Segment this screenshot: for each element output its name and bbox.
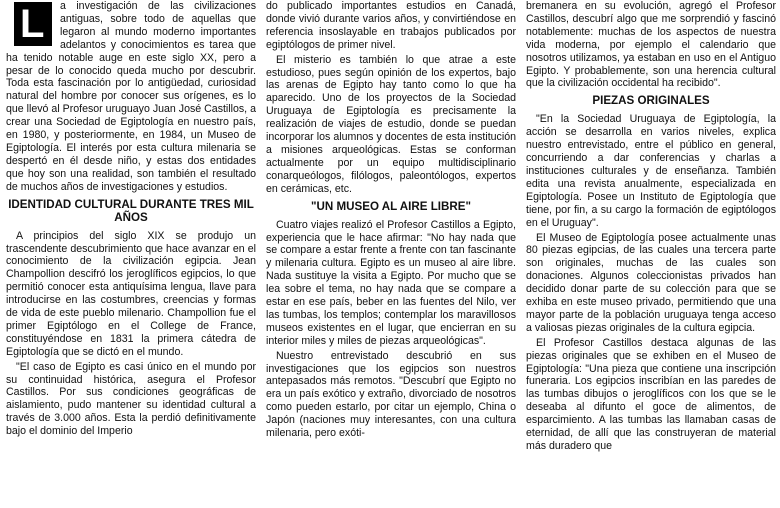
column-1 [6,0,256,508]
intro-paragraph: a investigación de las civilizaciones antiguas, sobre todo de aquellas que legaron al mundo moderno importantes adelantos y conocimientos es tarea que ha tenido notable auge en este siglo XX, pero a pesar de lo conocido queda mucho por descubrir. Toda esta fascinación por lo antigüedad, curiosidad natural del hombre por conocer sus orígenes, es lo que llevó al Profesor uruguayo Juan José Castillos, a crear una Sociedad de Egiptología en nuestro país, en 1980, y posteriormente, en 1984, un Museo de Egiptología. El interés por esta cultura milenaria se despertó en él desde niño, y estas dos entidades que hoy son una realidad, son también el resultado de muchos años de investigaciones y estudios. [6,0,256,193]
drop-cap: L [14,2,52,46]
section-heading-piezas: PIEZAS ORIGINALES [592,94,710,108]
column-2 [266,0,516,508]
paragraph: do publicado importantes estudios en Canadá, donde vivió durante varios años, y convirtiéndose en referencia insoslayable en trabajos publicados por egiptólogos de primer nivel. [266,0,516,51]
paragraph: "El caso de Egipto es casi único en el mundo por su continuidad histórica, asegura el Profesor Castillos. Por sus condiciones geográficas de aislamiento, pudo mantener su identidad cultural a través de 3.000 años. Esta la perdió definitivamente bajo el dominio del Imperio [6,360,256,438]
section-heading-museo: "UN MUSEO AL AIRE LIBRE" [310,199,471,213]
section-heading-identidad: IDENTIDAD CULTURAL DURANTE TRES MIL AÑOS [8,197,254,224]
paragraph: El Museo de Egiptología posee actualmente unas 80 piezas egipcias, de las cuales una tercera parte son originales, muchas de las cuales son donaciones. Algunos coleccionistas privados han decidido donar parte de su colección para que se exhiba en este museo privado, permitiendo que una mayor parte de la población uruguaya tenga acceso a valiosas piezas originales de la cultura egipcia. [526,231,776,334]
paragraph: "En la Sociedad Uruguaya de Egiptología, la acción se desarrolla en varios niveles, explica nuestro entrevistado, entre el público en general, concurriendo a dar conferencias y charlas a instituciones culturales y de enseñanza. También edita una revista anualmente, especializada en Egiptología. Posee un Instituto de Egiptología que tiene, por fin, a su cargo la formación de egiptólogos en el Uruguay". [526,113,776,229]
column-3 [526,0,776,508]
paragraph: Nuestro entrevistado descubrió en sus investigaciones que los egipcios son nuestros antepasados más remotos. "Descubrí que Egipto no era un país exótico y extraño, divorciado de nosotros como pueden estarlo, por citar un ejemplo, China o Japón (naciones muy interesantes, con una cultura milenaria, pero exóti- [266,349,516,440]
paragraph: El Profesor Castillos destaca algunas de las piezas originales que se exhiben en el Museo de Egiptología: "Una pieza que contiene una inscripción funeraria. Los egipcios inscribían en las paredes de las tumbas dibujos o jeroglíficos con los que se le deseaba al difunto el goce de alimentos, de esparcimiento. A las tumbas las llamaban casas de eternidad, de allí que las construyeran de material más duradero que [526,336,776,452]
paragraph: Cuatro viajes realizó el Profesor Castillos a Egipto, experiencia que le hace afirmar: "No hay nada que se compare a estar frente a frente con tan fascinante y milenaria cultura. Egipto es un museo al aire libre. Nada sustituye la visita a Egipto. Por mucho que se lea sobre el tema, no hay nada que se compare a estar en ese país, beber en las fuentes del Nilo, ver las tumbas, los templos; contemplar los maravillosos museos existentes en el lugar, que encierran en su interior miles y miles de piezas arqueológicas". [266,218,516,347]
paragraph: bremanera en su evolución, agregó el Profesor Castillos, descubrí algo que me sorprendió y fascinó notablemente: muchas de los aspectos de nuestra vida moderna, por ejemplo el calendario que nosotros utilizamos, ya estaban en uso en el Antiguo Egipto. Y probablemente, son una herencia cultural que la civilización occidental ha recibido". [526,0,776,90]
paragraph: A principios del siglo XIX se produjo un trascendente descubrimiento que hace avanzar en el conocimiento de la civilización egipcia. Jean Champollion descifró los jeroglíficos egipcios, lo que permitió conocer esta antiquísima lengua, llave para introducirse en las costumbres, creencias y formas de vida de este pueblo milenario. Champollion fue el primer Egiptólogo en el College de France, constituyéndose en 1831 la primera cátedra de Egiptología que se dictó en el mundo. [6,229,256,358]
paragraph: El misterio es también lo que atrae a este estudioso, pues según opinión de los expertos, bajo las arenas de Egipto hay tanto como lo que ha aparecido. Uno de los proyectos de la Sociedad Uruguaya de Egiptología es precisamente la realización de viajes de estudio, donde se puedan incorporar los alumnos y docentes de esta institución a misiones arqueológicas. Estas se conforman actualmente por un equipo multidisciplinario conarqueólogos, filólogos, paleontólogos, expertos en cerámicas, etc. [266,53,516,195]
